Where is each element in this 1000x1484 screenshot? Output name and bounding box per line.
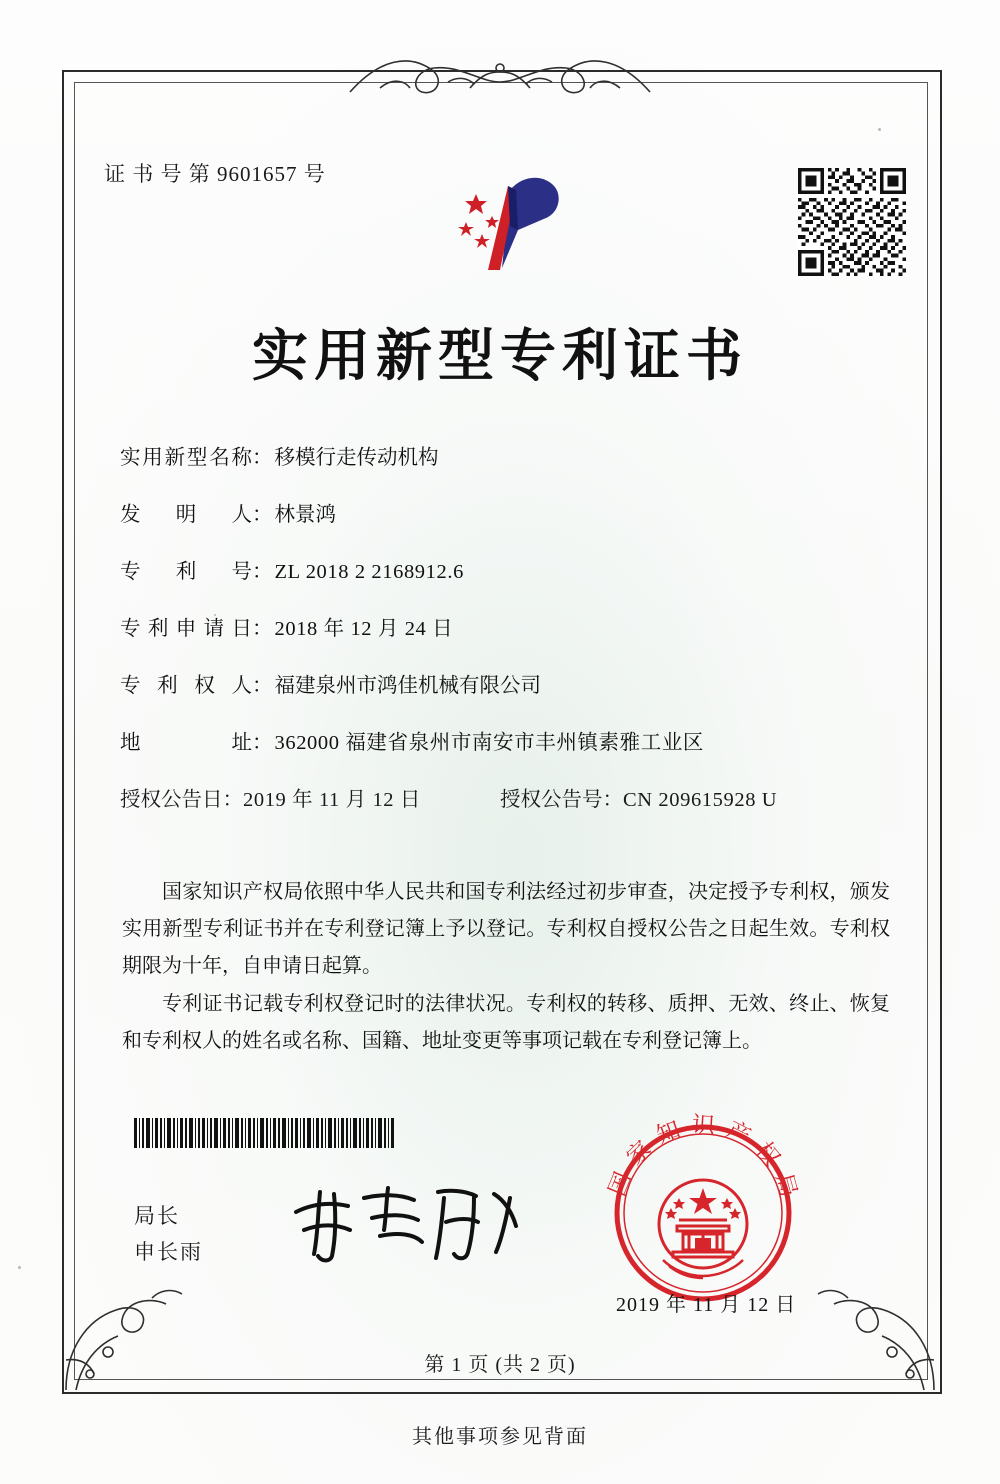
field-grant-row: [120, 782, 910, 839]
svg-text:国家知识产权局: 国家知识产权局: [604, 1112, 804, 1210]
colon: ：: [252, 561, 273, 583]
grant-number-group: [500, 782, 777, 812]
value-inventor: 林景鸿: [274, 504, 336, 526]
label-patentee: 专利权人: [120, 675, 252, 697]
label-application-date: 专利申请日: [120, 618, 252, 640]
label-patent-number: 专利号: [120, 561, 252, 583]
paragraph-legal-1: 国家知识产权局依照中华人民共和国专利法经过初步审查，决定授予专利权，颁发实用新型专利证书并在专利登记簿上予以登记。专利权自授权公告之日起生效。专利权期限为十年，自申请日起算。: [122, 881, 890, 977]
colon: ：: [252, 732, 273, 754]
label-address: 地址: [120, 732, 252, 754]
back-side-note: 其他事项参见背面: [412, 1426, 588, 1448]
label-utility-model-name: 实用新型名称: [120, 447, 252, 469]
field-address: [120, 725, 910, 782]
label-inventor: 发明人: [120, 504, 252, 526]
value-patentee: 福建泉州市鸿佳机械有限公司: [274, 675, 541, 697]
field-patentee: [120, 668, 910, 725]
handwritten-signature: [288, 1178, 528, 1268]
certificate-number: 证 书 号 第 9601657 号: [104, 162, 326, 186]
colon: ：: [252, 504, 273, 526]
field-application-date: [120, 611, 910, 668]
paper-speck: [214, 614, 216, 616]
label-grant-number: 授权公告号: [500, 789, 603, 811]
seal-date: 2019 年 11 月 12 日: [616, 1294, 797, 1316]
colon: ：: [252, 618, 273, 640]
field-inventor: [120, 497, 910, 554]
paper-speck: [18, 1266, 21, 1269]
colon: ：: [252, 447, 273, 469]
colon: ：: [602, 789, 623, 811]
paper-speck: [878, 128, 881, 131]
official-seal: [598, 1108, 808, 1318]
field-utility-model-name: [120, 440, 910, 497]
signature-block: [134, 1198, 203, 1270]
page-title: 实用新型专利证书: [252, 323, 748, 389]
qr-code: [798, 168, 906, 276]
cnipa-emblem-icon: [430, 160, 580, 280]
signature-name: 申长雨: [134, 1240, 203, 1264]
value-address: 362000 福建省泉州市南安市丰州镇素雅工业区: [274, 732, 705, 754]
paragraph-legal-2: 专利证书记载专利权登记时的法律状况。专利权的转移、质押、无效、终止、恢复和专利权人的姓名或名称、国籍、地址变更等事项记载在专利登记簿上。: [122, 993, 890, 1052]
label-grant-date: 授权公告日: [120, 789, 223, 811]
value-application-date: 2018 年 12 月 24 日: [274, 618, 454, 640]
colon: ：: [252, 675, 273, 697]
value-patent-number: ZL 2018 2 2168912.6: [274, 561, 464, 583]
colon: ：: [222, 789, 243, 811]
value-grant-number: CN 209615928 U: [623, 789, 778, 811]
value-grant-date: 2019 年 11 月 12 日: [243, 789, 421, 811]
value-utility-model-name: 移模行走传动机构: [274, 447, 439, 469]
field-patent-number: [120, 554, 910, 611]
field-list: [120, 440, 910, 839]
barcode: [134, 1118, 396, 1148]
signature-title: 局长: [134, 1204, 180, 1228]
page-number: 第 1 页 (共 2 页): [424, 1354, 576, 1376]
